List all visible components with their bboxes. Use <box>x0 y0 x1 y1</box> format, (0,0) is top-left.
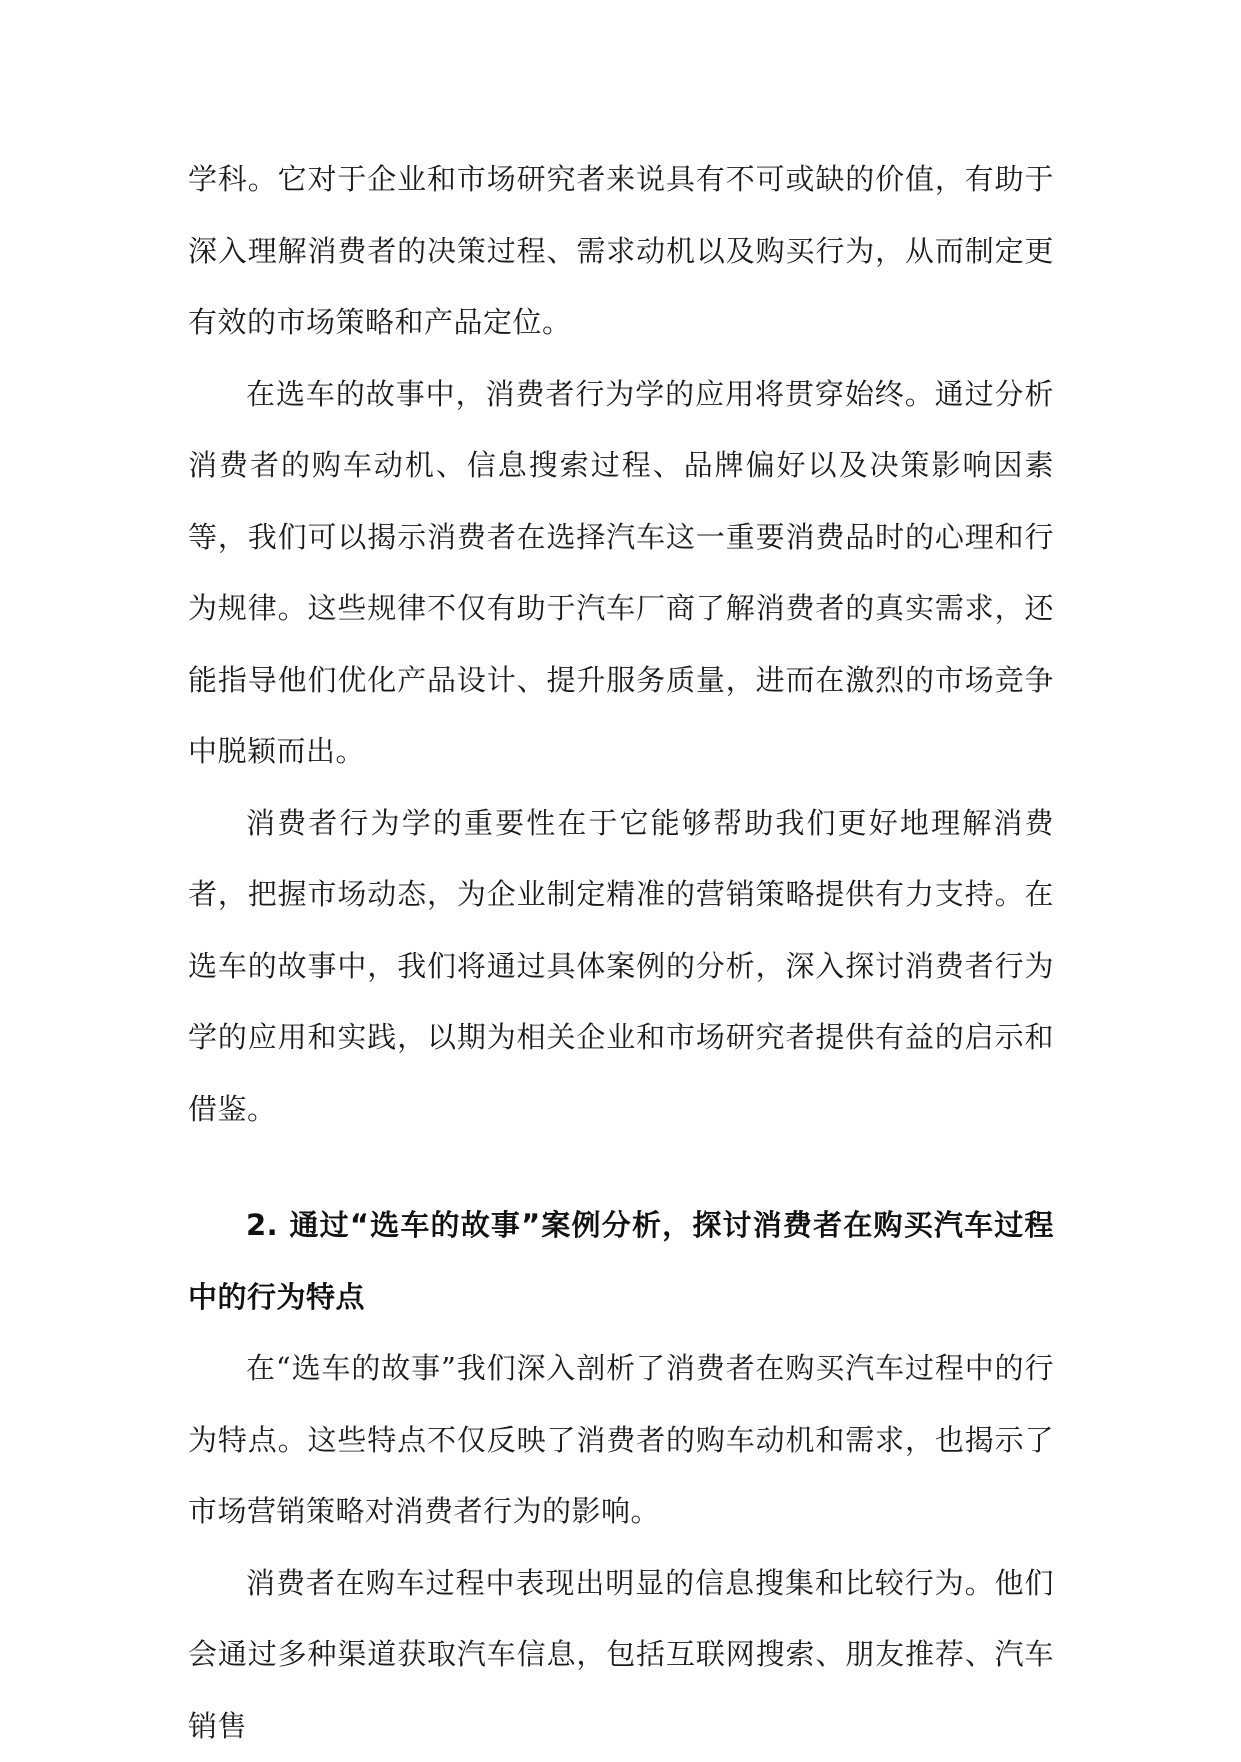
paragraph-continuation: 学科。它对于企业和市场研究者来说具有不可或缺的价值，有助于深入理解消费者的决策过程、需求动机以及购买行为，从而制定更有效的市场策略和产品定位。 <box>188 144 1054 359</box>
paragraph-information-gathering: 消费者在购车过程中表现出明显的信息搜集和比较行为。他们会通过多种渠道获取汽车信息，包括互联网搜索、朋友推荐、汽车销售 <box>188 1548 1054 1762</box>
paragraph-car-choice-story: 在选车的故事中，消费者行为学的应用将贯穿始终。通过分析消费者的购车动机、信息搜索过程、品牌偏好以及决策影响因素等，我们可以揭示消费者在选择汽车这一重要消费品时的心理和行为规律。这些规律不仅有助于汽车厂商了解消费者的真实需求，还能指导他们优化产品设计、提升服务质量，进而在激烈的市场竞争中脱颖而出。 <box>188 359 1054 788</box>
paragraph-behavior-features: 在“选车的故事”我们深入剖析了消费者在购买汽车过程中的行为特点。这些特点不仅反映了消费者的购车动机和需求，也揭示了市场营销策略对消费者行为的影响。 <box>188 1333 1054 1548</box>
section-heading: 2. 通过“选车的故事”案例分析，探讨消费者在购买汽车过程中的行为特点 <box>188 1190 1054 1333</box>
document-body <box>188 144 1054 1762</box>
paragraph-importance: 消费者行为学的重要性在于它能够帮助我们更好地理解消费者，把握市场动态，为企业制定精准的营销策略提供有力支持。在选车的故事中，我们将通过具体案例的分析，深入探讨消费者行为学的应用和实践，以期为相关企业和市场研究者提供有益的启示和借鉴。 <box>188 788 1054 1146</box>
